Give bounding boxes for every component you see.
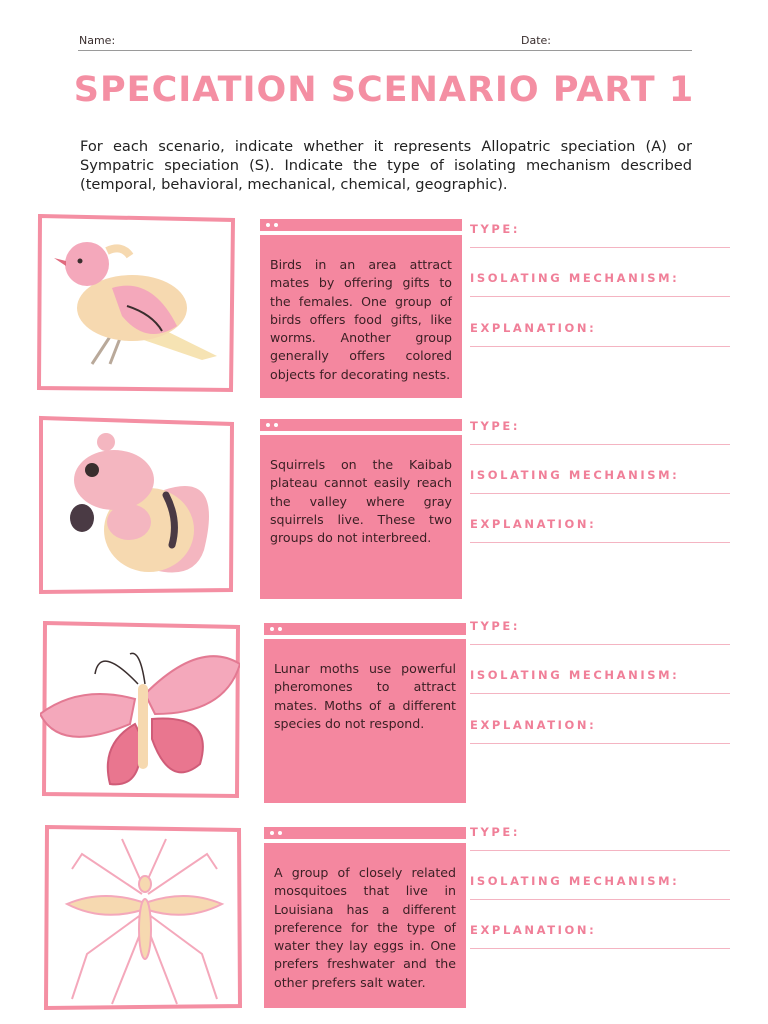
scenario-text-1: Birds in an area attract mates by offering gifts to the females. One group of birds offers food gifts, like worms. Another group generally offers colored objects for decorating nests. — [260, 235, 462, 398]
bird-icon — [52, 236, 222, 371]
isolating-answer-line-3[interactable] — [470, 693, 730, 694]
type-label-2: TYPE: — [470, 419, 730, 433]
explanation-label-4: EXPLANATION: — [470, 923, 730, 937]
type-answer-line-2[interactable] — [470, 444, 730, 445]
isolating-label-4: ISOLATING MECHANISM: — [470, 874, 730, 888]
type-label-4: TYPE: — [470, 825, 730, 839]
scenario-text-2: Squirrels on the Kaibab plateau cannot easily reach the valley where gray squirrels live. These two groups do not interbreed. — [260, 435, 462, 599]
isolating-label-1: ISOLATING MECHANISM: — [470, 271, 730, 285]
scenario-text-3: Lunar moths use powerful pheromones to attract mates. Moths of a different species do not respond. — [264, 639, 466, 803]
type-answer-line-3[interactable] — [470, 644, 730, 645]
instructions-text: For each scenario, indicate whether it represents Allopatric speciation (A) or Sympatric speciation (S). Indicate the type of isolating mechanism described (temporal, behavioral, mechanical, chemical, geographic). — [80, 138, 692, 193]
isolating-answer-line-2[interactable] — [470, 493, 730, 494]
scenario-text-4: A group of closely related mosquitoes that live in Louisiana has a different preference for the type of water they lay eggs in. One prefers freshwater and the other prefers salt water. — [264, 843, 466, 1008]
type-answer-line-4[interactable] — [470, 850, 730, 851]
type-label-3: TYPE: — [470, 619, 730, 633]
mosquito-image-frame — [42, 822, 244, 1012]
isolating-answer-line-4[interactable] — [470, 899, 730, 900]
explanation-answer-line-1[interactable] — [470, 346, 730, 347]
name-label: Name: — [79, 34, 116, 47]
type-answer-line-1[interactable] — [470, 247, 730, 248]
explanation-label-2: EXPLANATION: — [470, 517, 730, 531]
isolating-label-3: ISOLATING MECHANISM: — [470, 668, 730, 682]
explanation-answer-line-2[interactable] — [470, 542, 730, 543]
header-line — [78, 34, 692, 51]
squirrel-icon — [54, 430, 219, 580]
scenario-card-3 — [264, 623, 466, 803]
explanation-answer-line-3[interactable] — [470, 743, 730, 744]
isolating-label-2: ISOLATING MECHANISM: — [470, 468, 730, 482]
explanation-label-3: EXPLANATION: — [470, 718, 730, 732]
type-label-1: TYPE: — [470, 222, 730, 236]
explanation-answer-line-4[interactable] — [470, 948, 730, 949]
butterfly-icon — [40, 644, 240, 794]
bird-image-frame — [36, 212, 236, 394]
scenario-card-1 — [260, 219, 462, 398]
butterfly-image-frame — [40, 618, 242, 800]
scenario-card-4 — [264, 827, 466, 1008]
page-title: SPECIATION SCENARIO PART 1 — [73, 70, 695, 110]
isolating-answer-line-1[interactable] — [470, 296, 730, 297]
squirrel-image-frame — [36, 414, 236, 596]
mosquito-icon — [62, 834, 227, 1006]
explanation-label-1: EXPLANATION: — [470, 321, 730, 335]
date-label: Date: — [521, 34, 551, 47]
scenario-card-2 — [260, 419, 462, 599]
